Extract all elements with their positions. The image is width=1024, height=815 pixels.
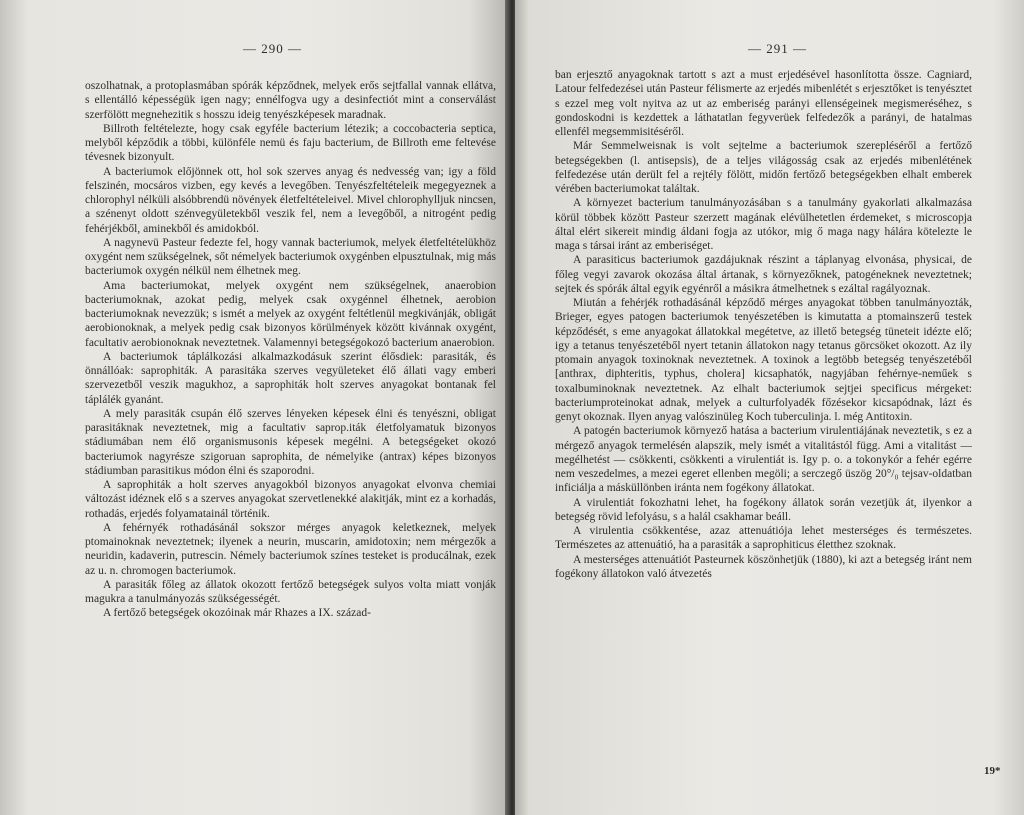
paragraph: A fertőző betegségek okozóinak már Rhazes a IX. század- [103,607,371,620]
paragraph: A fehérnyék rothadásánál sokszor mérges anyagok keletkeznek, melyek ptomainoknak neveztetnek; ilyenek a neurin, muscarin, amidotoxin; nem mérgezők a neuridin, kadaverin, putrescin. Némely bacteriumok színes testeket is producálnak, ezek az u. n. chromogen bacteriumok. [85,521,496,577]
paragraph: A virulentiát fokozhatni lehet, ha fogékony állatok során vezetjük át, ilyenkor a betegség rövid lefolyásu, s a halál csakhamar beáll. [555,496,972,523]
page-number: — 291 — [748,41,807,56]
left-page [0,0,509,815]
paragraph: A parasiták főleg az állatok okozott fertőző betegségek sulyos volta miatt vonják magukra a tanulmányozás szükségességét. [85,578,496,605]
paragraph: A mely parasiták csupán élő szerves lényeken képesek élni és tenyészni, obligat parasitáknak neveztetnek, mig a facultativ saprop.iták életfolyamatuk bizonyos stádiumában nem élő organismusonis képesek megélni. A betegségeket okozó bacteriumok nagyrésze szigoruan saprophita, de némelyike (antrax) képes bizonyos stádiumban parasitikus módon élni és szaporodni. [85,407,496,477]
paragraph: Ama bacteriumokat, melyek oxygént nem szükségelnek, anaerobion bacteriumoknak, azokat pedig, melyek csak oxygénnel élhetnek, aerobion bacteriumoknak nevezzük; s ismét a melyek az oxygént feltétlenül megkivánják, obligát aerobionoknak, a melyek pedig csak bizonyos körülmények között kivánnak oxygént, facultativ aerobionoknak neveztetnek. Valamennyi betegségokozó bacterium anaerobion. [85,279,496,349]
paragraph: A mesterséges attenuátiót Pasteurnek köszönhetjük (1880), ki azt a betegség iránt nem fogékony állatokon való átvezetés [555,553,972,580]
page-number: — 290 — [243,41,302,56]
paragraph: A patogén bacteriumok környező hatása a bacterium virulentiájának neveztetik, s ez a mérgező anyagok termelésén alapszik, mely ismét a vitalitástól függ. Ami a vitalitást — megélhetést — csökkenti, csökkenti a virulentiát is. Igy p. o. a tokonykór a fehér egérre nem veszedelmes, a mezei egeret ellenben megöli; a serczegő üszög 20°/₀ tejsav-oldatban inficiálja a másküllönben iránta nem fogékony állatokat. [555,425,972,495]
paragraph: A bacteriumok előjönnek ott, hol sok szerves anyag és nedvesség van; igy a föld felszinén, mocsáros vizben, egy kevés a levegőben. Tenyészfeltételeik megegyeznek a chlorophyl nélküli alsóbbrendü növények életfeltételeivel. Mivel chlorophylljuk nincsen, a szénenyt oldott szénvegyületekből veszik fel, nem a levegőből, a nitrogént pedig fehérjékből, aminekből és amidokból. [85,165,496,235]
paragraph: ban erjesztő anyagoknak tartott s azt a must erjedésével hasonlította össze. Cagniard, Latour felfedezései után Pasteur félismerte az erjedés mibenlétét s erjesztőket is tenyésztet s ezzel meg volt nyitva az ut az emberiség parányi ellenségeinek megismeréséhez, s gondoskodni is kezdettek a láthatatlan fegyverüek felfedezők a parányi, de hatalmas ellenfél megsemmisitéséről. [555,69,972,138]
paragraph: A parasiticus bacteriumok gazdájuknak részint a táplanyag elvonása, physicai, de főleg vegyi zavarok okozása által ártanak, s környezőknek, patogéneknek neveztetnek; sejtek és spórák által egyik egyénről a másikra átmelhetnek s ezáltal ragályoznak. [555,254,972,295]
paragraph: A bacteriumok táplálkozási alkalmazkodásuk szerint élősdiek: parasiták, és önnállóak: saprophiták. A parasitáka szerves vegyületeket élő állati vagy emberi szervezetből veszik magukhoz, a saprophiták holt szerves anyagokat bontanak fel táplálék gyanánt. [85,350,496,406]
right-page-text [555,68,972,761]
paragraph: A saprophiták a holt szerves anyagokból bizonyos anyagokat elvonva chemiai változást idéznek elő s a szerves anyagokat szervetlenekké alakitják, mint ez a korhadás, rothadás, erjedés folyamatainál történik. [85,479,496,520]
paragraph: A nagynevü Pasteur fedezte fel, hogy vannak bacteriumok, melyek életfeltételükhöz oxygént nem szükségelnek, sőt némelyek bacteriumok oxygénben elpusztulnak, mig más bacteriumok oxygén nélkül nem élhetnek meg. [85,236,496,278]
left-page-text [85,79,496,759]
paragraph: oszolhatnak, a protoplasmában spórák képződnek, melyek erős sejtfallal vannak ellátva, s ellentálló képességük igen nagy; ennélfogva ugy a desinfectiót mint a conserválást szerfölött megnehezitik s hosszu ideig tenyészképesek maradnak. [85,80,496,121]
paragraph: Miután a fehérjék rothadásánál képződő mérges anyagokat többen tanulmányozták, Brieger, egyes patogen bacteriumok tenyészetében is kimutatta a ptomainszerű testek képződését, s eme anyagokat állatokkal megétetve, az illető betegség tüneteit idézte elő; igy a tetanus tenyészetéből nyert tetanin állatokon nagy tetanus görcsöket okozott. Az ily ptomain anyagok toxinoknak neveztetnek. A toxinok a legtöbb betegség tenyészetéből [anthrax, diphteritis, typhus, cholera] kicsaphatók, nagyjában fehérnye-neműek s toxalbuminoknak neveztetnek. Az elhalt bacteriumok sejtjei specificus mérgeket: bacteriumproteinokat adnak, melyek a culturfolyadék főzésekor kicsapódnak, lázt és genyt okoznak. Ilyen anyag valószinüleg Koch tuberculinja. l. még Antitoxin. [555,297,972,423]
paragraph: Már Semmelweisnak is volt sejtelme a bacteriumok szerepléséről a fertőző betegségekben (l. antisepsis), de a teljes világosság csak az erjedés mibenlétének felfedezése után derült fel a rejtély fölött, midőn fertőző betegségekben elhalt emberek vérében bacteriumokat találtak. [555,140,972,195]
paragraph: A környezet bacterium tanulmányozásában s a tanulmány gyakorlati alkalmazása körül többek között Pasteur szerzett magának elévülhetetlen érdemeket, s microscopja által elért sikereit mindig áldani fogja az utókor, mig ő maga nagy hálára kötelezte le maga s társai iránt az emberiséget. [555,197,972,252]
right-page [515,0,1024,815]
paragraph: A virulentia csökkentése, azaz attenuátiója lehet mesterséges és természetes. Természetes az attenuátió, ha a parasiták a saprophiticus életthez szoknak. [555,525,972,552]
paragraph: Billroth feltételezte, hogy csak egyféle bacterium létezik; a coccobacteria septica, melyből képződik a többi, különféle nemü és faju bacterium, de Billroth eme feltevése tévesnek bizonyult. [85,122,496,164]
signature-mark: 19* [984,765,1001,777]
